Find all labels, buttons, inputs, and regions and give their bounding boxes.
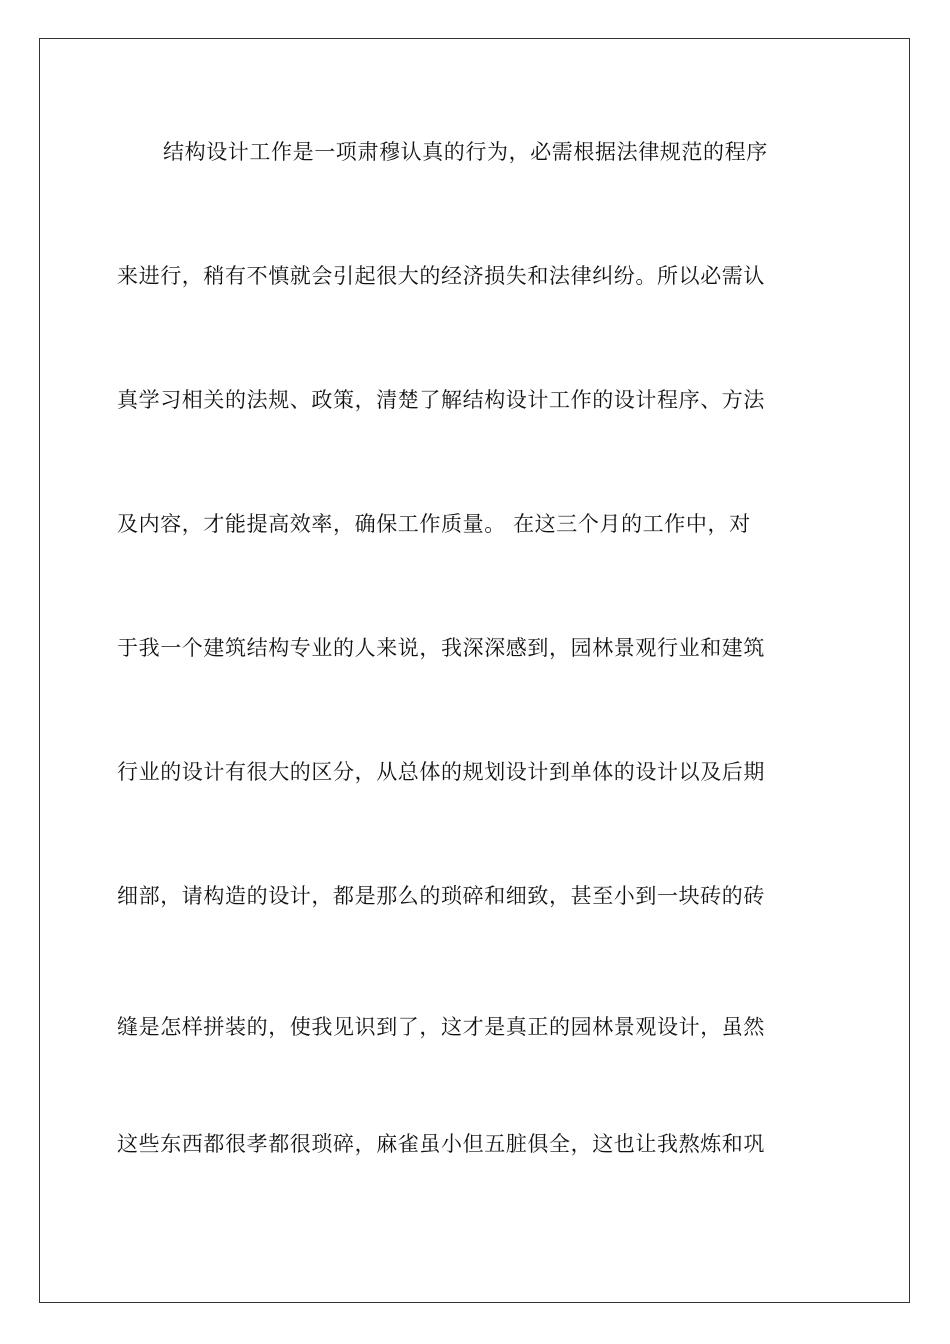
- paragraph-line: 真学习相关的法规、政策，清楚了解结构设计工作的设计程序、方法: [117, 388, 765, 412]
- page-border: [39, 38, 910, 1303]
- paragraph-line: 来进行，稍有不慎就会引起很大的经济损失和法律纠纷。所以必需认: [117, 264, 765, 288]
- paragraph-line: 细部，请构造的设计，都是那么的琐碎和细致，甚至小到一块砖的砖: [117, 884, 765, 908]
- paragraph-line: 行业的设计有很大的区分，从总体的规划设计到单体的设计以及后期: [117, 760, 765, 784]
- paragraph-line: 于我一个建筑结构专业的人来说，我深深感到，园林景观行业和建筑: [117, 636, 765, 660]
- paragraph-line: 缝是怎样拼装的，使我见识到了，这才是真正的园林景观设计，虽然: [117, 1015, 765, 1039]
- paragraph-line: 这些东西都很孝都很琐碎，麻雀虽小但五脏俱全，这也让我熬炼和巩: [117, 1132, 765, 1156]
- paragraph-line: 结构设计工作是一项肃穆认真的行为，必需根据法律规范的程序: [163, 140, 768, 164]
- paragraph-line: 及内容，才能提高效率，确保工作质量。 在这三个月的工作中，对: [117, 512, 751, 536]
